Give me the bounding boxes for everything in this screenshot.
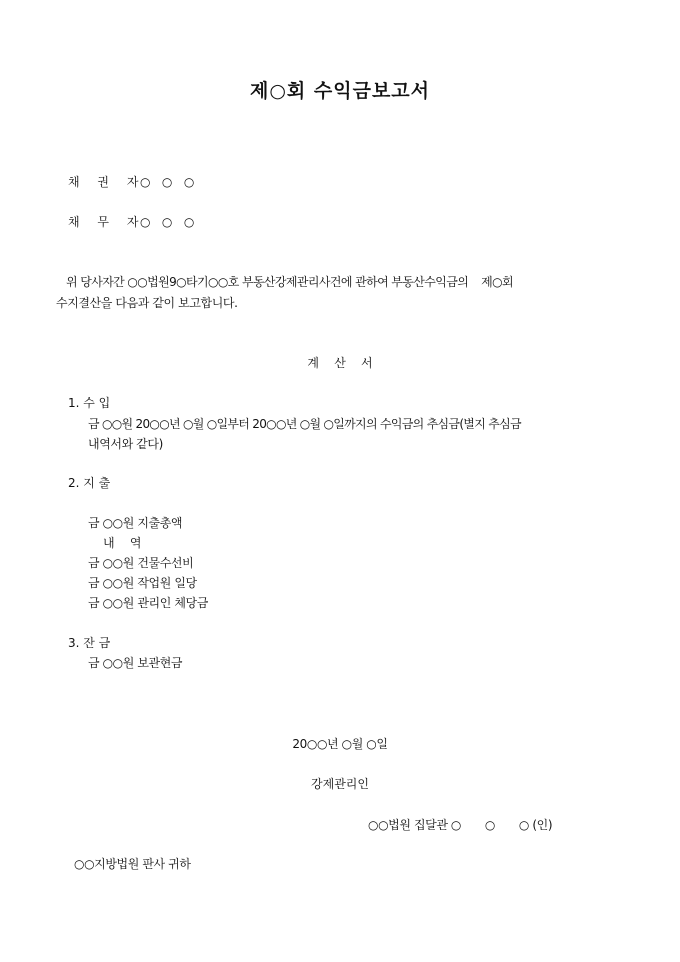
balance-line: 금 ○○원 보관현금 (88, 656, 183, 670)
intro-paragraph-line2: 수지결산을 다음과 같이 보고합니다. (56, 296, 238, 310)
expense-item: 금 ○○원 건물수선비 (88, 556, 194, 570)
expense-heading: 2. 지 출 (68, 476, 111, 490)
income-line1: 금 ○○원 20○○년 ○월 ○일부터 20○○년 ○월 ○일까지의 수익금의 추심금(별지 추심금 (88, 417, 521, 431)
debtor-name: ○ ○ ○ (140, 215, 195, 229)
debtor-label: 채 무 자 (68, 215, 146, 229)
creditor-label: 채 권 자 (68, 175, 146, 189)
income-heading: 1. 수 입 (68, 396, 111, 410)
intro-paragraph-line1: 위 당사자간 ○○법원9○타기○○호 부동산강제관리사건에 관하여 부동산수익금의 제○회 (66, 275, 513, 289)
expense-total: 금 ○○원 지출총액 (88, 516, 183, 530)
manager-title: 강제관리인 (311, 777, 369, 791)
calc-heading: 계 산 서 (307, 356, 373, 370)
expense-detail-label: 내 역 (103, 536, 142, 550)
report-date: 20○○년 ○월 ○일 (292, 737, 388, 751)
expense-item: 금 ○○원 관리인 체당금 (88, 596, 208, 610)
income-line2: 내역서와 같다) (88, 437, 163, 451)
balance-heading: 3. 잔 금 (68, 636, 111, 650)
expense-item: 금 ○○원 작업원 일당 (88, 576, 197, 590)
document-title: 제○회 수익금보고서 (249, 80, 431, 102)
creditor-name: ○ ○ ○ (140, 175, 195, 189)
addressee: ○○지방법원 판사 귀하 (74, 857, 191, 871)
signature-line: ○○법원 집달관 ○ ○ ○ (인) (368, 818, 553, 832)
